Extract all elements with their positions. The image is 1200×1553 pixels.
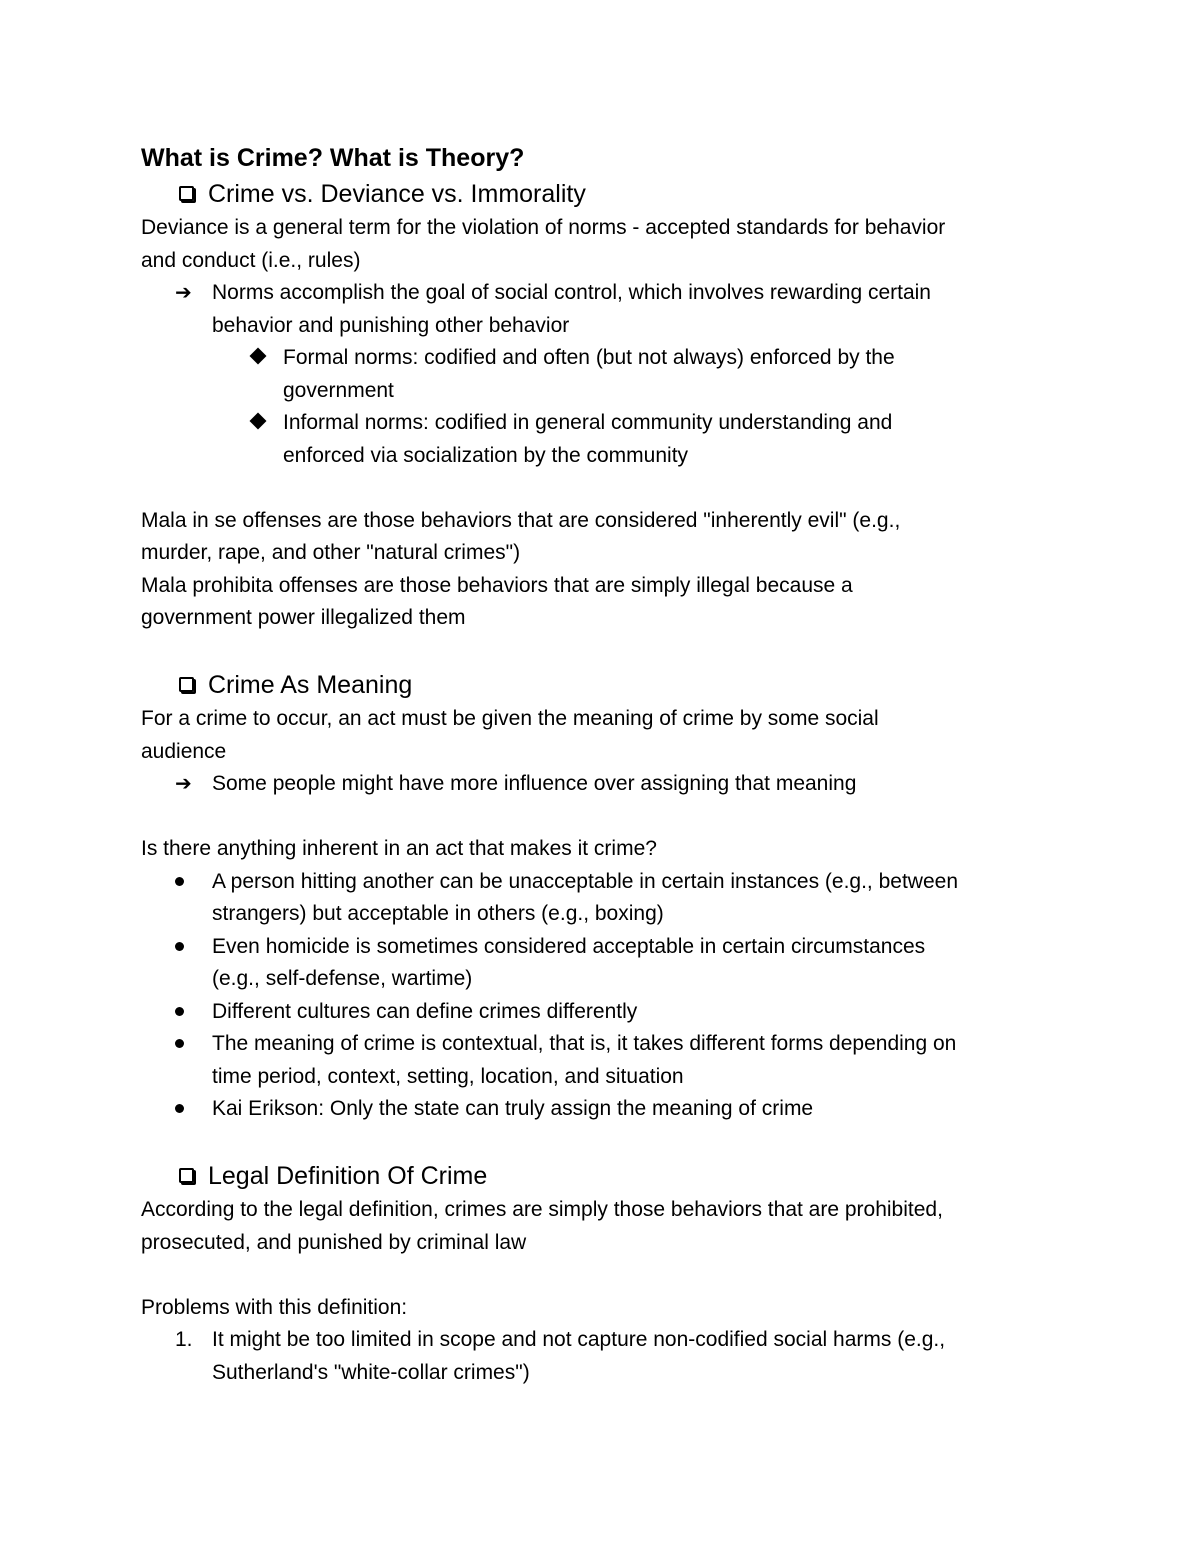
checkbox-icon	[179, 1168, 194, 1183]
dot-bullet-icon	[175, 1039, 184, 1048]
section-heading-legal-definition: Legal Definition Of Crime	[179, 1158, 1061, 1194]
document-page	[141, 140, 1061, 1389]
paragraph: According to the legal definition, crimes are simply those behaviors that are prohibited, prosecuted, and punished by criminal law	[141, 1198, 943, 1254]
numbered-list-item: 1. It might be too limited in scope and not capture non-codified social harms (e.g., Sutherland's "white-collar crimes")	[141, 1324, 1061, 1389]
diamond-bullet-icon	[250, 413, 267, 430]
diamond-bullet-icon	[250, 348, 267, 365]
dot-bullet-icon	[175, 1007, 184, 1016]
list-item: ➔ Norms accomplish the goal of social control, which involves rewarding certain behavior and punishing other behavior	[141, 277, 1061, 342]
paragraph: Deviance is a general term for the violation of norms - accepted standards for behavior and conduct (i.e., rules)	[141, 216, 946, 272]
arrow-icon: ➔	[175, 773, 192, 795]
page-title: What is Crime? What is Theory?	[141, 144, 525, 172]
list-item: Informal norms: codified in general community understanding and enforced via socialization by the community	[141, 407, 1061, 472]
checkbox-icon	[179, 186, 194, 201]
list-item: Kai Erikson: Only the state can truly assign the meaning of crime	[141, 1093, 1061, 1126]
list-item: The meaning of crime is contextual, that is, it takes different forms depending on time period, context, setting, location, and situation	[141, 1028, 1061, 1093]
paragraph: Problems with this definition:	[141, 1295, 408, 1319]
list-item: ➔ Some people might have more influence over assigning that meaning	[141, 768, 1061, 801]
paragraph: For a crime to occur, an act must be given the meaning of crime by some social audience	[141, 707, 879, 763]
section-heading-crime-vs-deviance: Crime vs. Deviance vs. Immorality	[179, 176, 1061, 212]
arrow-icon: ➔	[175, 282, 192, 304]
section-heading-crime-as-meaning: Crime As Meaning	[179, 667, 1061, 703]
paragraph: Mala in se offenses are those behaviors that are considered "inherently evil" (e.g., murder, rape, and other "natural crimes") Mala prohibita offenses are those behaviors that are simply illegal because a government power illegalized them	[141, 508, 901, 629]
list-item: Formal norms: codified and often (but not always) enforced by the government	[141, 342, 1061, 407]
list-item: Different cultures can define crimes differently	[141, 996, 1061, 1029]
list-number: 1.	[175, 1328, 193, 1351]
list-item: A person hitting another can be unacceptable in certain instances (e.g., between strangers) but acceptable in others (e.g., boxing)	[141, 866, 1061, 931]
paragraph: Is there anything inherent in an act that makes it crime?	[141, 837, 657, 860]
list-item: Even homicide is sometimes considered acceptable in certain circumstances (e.g., self-defense, wartime)	[141, 931, 1061, 996]
dot-bullet-icon	[175, 877, 184, 886]
checkbox-icon	[179, 677, 194, 692]
dot-bullet-icon	[175, 942, 184, 951]
dot-bullet-icon	[175, 1104, 184, 1113]
